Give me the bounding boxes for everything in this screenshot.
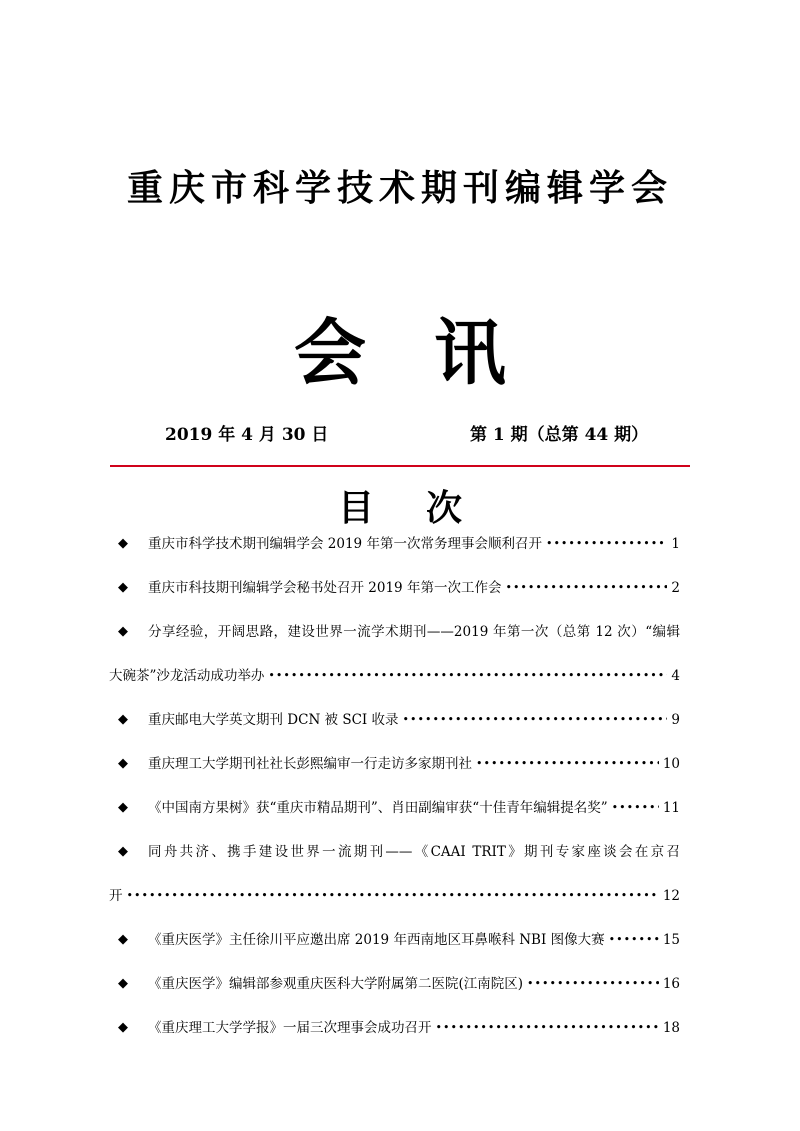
toc-entry-page: 16 [662,976,680,992]
toc-entry-page: 10 [662,756,680,772]
toc-entry-page: 12 [662,888,680,904]
toc-title-char-1: 目 [337,487,374,529]
toc-entry-3-line-1[interactable] [118,620,680,644]
diamond-bullet-icon: ◆ [118,932,128,947]
toc-entry-2[interactable] [118,576,680,600]
toc-entry-1[interactable] [118,532,680,556]
toc-entry-text: 重庆市科学技术期刊编辑学会 2019 年第一次常务理事会顺利召开 [148,536,542,552]
diamond-bullet-icon: ◆ [118,712,128,727]
dot-leader [476,752,659,776]
newsletter-title [0,295,800,399]
toc-title-char-2: 次 [426,487,463,529]
diamond-bullet-icon: ◆ [118,844,128,859]
dot-leader [436,1016,659,1040]
toc-entry-page: 15 [662,932,680,948]
toc-entry-page: 9 [671,712,680,728]
dot-leader [505,576,667,600]
toc-entry-page: 1 [671,536,680,552]
toc-entry-text: 《重庆医学》主任徐川平应邀出席 2019 年西南地区耳鼻喉科 NBI 图像大赛 [148,932,605,948]
diamond-bullet-icon: ◆ [118,1020,128,1035]
diamond-bullet-icon: ◆ [118,580,128,595]
dot-leader [609,928,659,952]
toc-entry-10[interactable] [118,1016,680,1040]
toc-entry-text-continued: 开 [109,888,123,904]
toc-title [0,480,800,531]
toc-entry-text: 《重庆医学》编辑部参观重庆医科大学附属第二医院(江南院区) [148,976,524,992]
toc-entry-text: 同舟共济、携手建设世界一流期刊——《CAAI TRIT》期刊专家座谈会在京召 [148,844,680,860]
toc-entry-text: 分享经验，开阔思路，建设世界一流学术期刊——2019 年第一次（总第 12 次）“编辑 [148,624,680,640]
issue-number: 第 1 期（总第 44 期） [470,425,649,445]
toc-entry-text: 《中国南方果树》获“重庆市精品期刊”、肖田副编审获“十佳青年编辑提名奖” [148,800,608,816]
dot-leader [527,972,659,996]
toc-entry-9[interactable] [118,972,680,996]
toc-entry-7-line-1[interactable] [118,840,680,864]
toc-entry-5[interactable] [118,752,680,776]
toc-entry-page: 2 [671,580,680,596]
toc-entry-3-line-2[interactable] [109,664,680,688]
diamond-bullet-icon: ◆ [118,624,128,639]
toc-entry-text: 重庆理工大学期刊社社长彭熙编审一行走访多家期刊社 [148,756,472,772]
diamond-bullet-icon: ◆ [118,536,128,551]
diamond-bullet-icon: ◆ [118,976,128,991]
toc-entry-page: 11 [662,800,680,816]
dot-leader [612,796,659,820]
toc-entry-text: 重庆邮电大学英文期刊 DCN 被 SCI 收录 [148,712,399,728]
dot-leader [403,708,668,732]
toc-entry-page: 18 [662,1020,680,1036]
toc-entry-page: 4 [671,668,680,684]
red-divider [110,465,690,467]
toc-entry-text-continued: 大碗茶”沙龙活动成功举办 [109,668,265,684]
issue-date: 2019 年 4 月 30 日 [165,425,329,445]
diamond-bullet-icon: ◆ [118,800,128,815]
toc-entry-text: 重庆市科技期刊编辑学会秘书处召开 2019 年第一次工作会 [148,580,502,596]
dot-leader [546,532,667,556]
toc-entry-6[interactable] [118,796,680,820]
toc-entry-8[interactable] [118,928,680,952]
toc-entry-text: 《重庆理工大学学报》一届三次理事会成功召开 [148,1020,432,1036]
newsletter-title-char-1: 会 [293,310,366,395]
newsletter-title-char-2: 讯 [434,310,507,395]
toc-entry-7-line-2[interactable] [109,884,680,908]
toc-entry-4[interactable] [118,708,680,732]
table-of-contents [109,532,680,1040]
organization-title: 重庆市科学技术期刊编辑学会 [126,167,673,209]
dot-leader [127,884,659,908]
diamond-bullet-icon: ◆ [118,756,128,771]
dot-leader [268,664,667,688]
